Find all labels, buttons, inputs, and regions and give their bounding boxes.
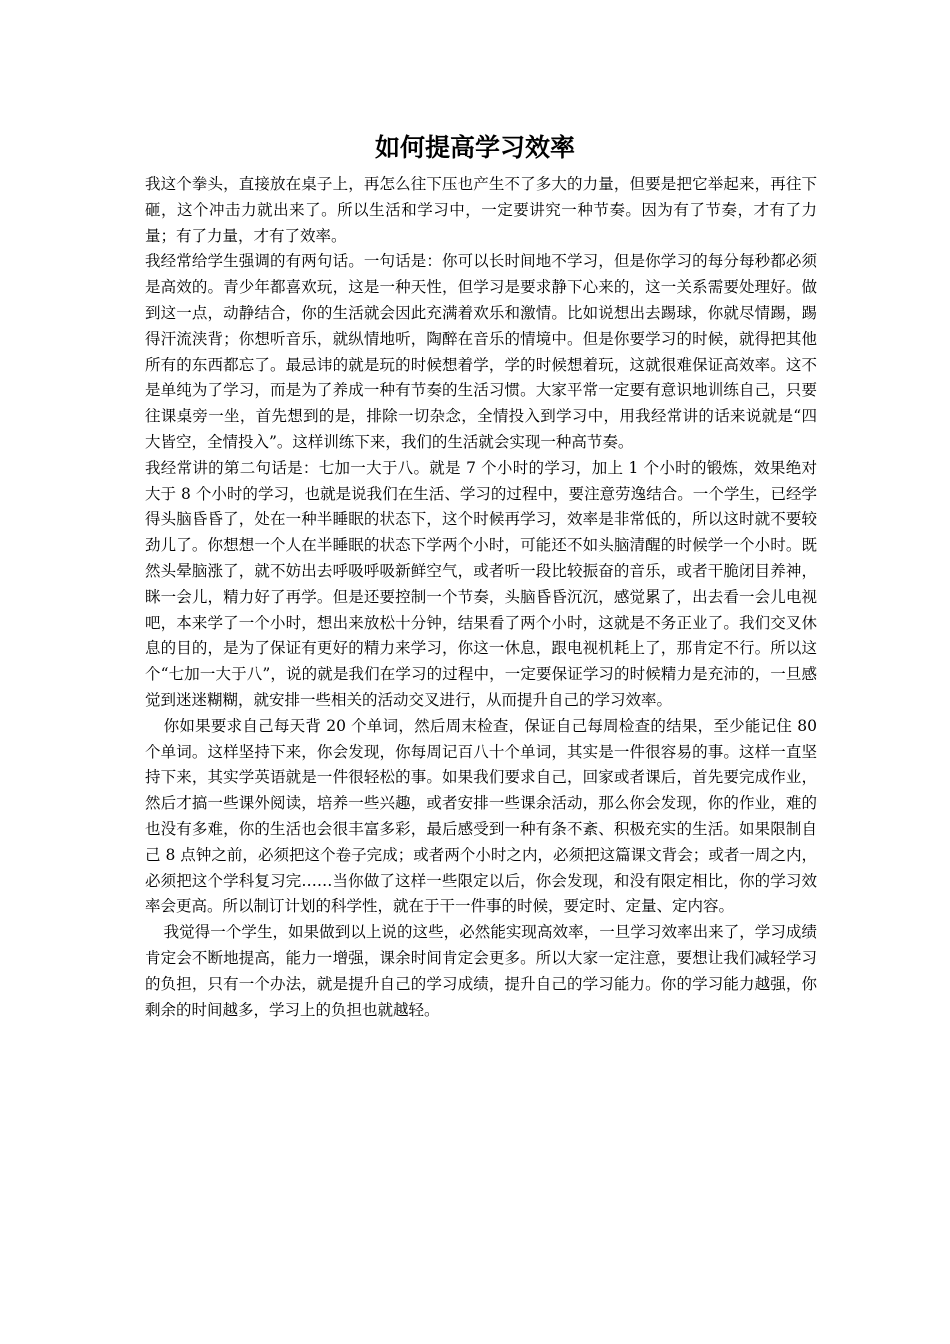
paragraph-4: 你如果要求自己每天背 20 个单词，然后周末检查，保证自己每周检查的结果，至少能记住 80 个单词。这样坚持下来，你会发现，你每周记百八十个单词，其实是一件很容易的事。这样一直坚持下来，其实学英语就是一件很轻松的事。如果我们要求自己，回家或者课后，首先要完成作业，然后才搞一些课外阅读，培养一些兴趣，或者安排一些课余活动，那么你会发现，你的作业，难的也没有多难，你的生活也会很丰富多彩，最后感受到一种有条不紊、积极充实的生活。如果限制自己 8 点钟之前，必须把这个卷子完成；或者两个小时之内，必须把这篇课文背会；或者一周之内，必须把这个学科复习完……当你做了这样一些限定以后，你会发现，和没有限定相比，你的学习效率会更高。所以制订计划的科学性，就在于干一件事的时候，要定时、定量、定内容。 bbox=[145, 716, 817, 916]
paragraph-1: 我这个拳头，直接放在桌子上，再怎么往下压也产生不了多大的力量，但要是把它举起来，再往下砸，这个冲击力就出来了。所以生活和学习中，一定要讲究一种节奏。因为有了节奏，才有了力量；有了力量，才有了效率。 bbox=[145, 175, 817, 245]
paragraph-2: 我经常给学生强调的有两句话。一句话是：你可以长时间地不学习，但是你学习的每分每秒都必须是高效的。青少年都喜欢玩，这是一种天性，但学习是要求静下心来的，这一关系需要处理好。做到这一点，动静结合，你的生活就会因此充满着欢乐和激情。比如说想出去踢球，你就尽情踢，踢得汗流浃背；你想听音乐，就纵情地听，陶醉在音乐的情境中。但是你要学习的时候，就得把其他所有的东西都忘了。最忌讳的就是玩的时候想着学，学的时候想着玩，这就很难保证高效率。这不是单纯为了学习，而是为了养成一种有节奏的生活习惯。大家平常一定要有意识地训练自己，只要往课桌旁一坐，首先想到的是，排除一切杂念，全情投入到学习中，用我经常讲的话来说就是“四大皆空，全情投入”。这样训练下来，我们的生活就会实现一种高节奏。 bbox=[145, 252, 817, 451]
document-body bbox=[145, 172, 817, 1023]
document-title: 如何提高学习效率 bbox=[374, 133, 575, 162]
paragraph-3: 我经常讲的第二句话是：七加一大于八。就是 7 个小时的学习，加上 1 个小时的锻炼，效果绝对大于 8 个小时的学习，也就是说我们在生活、学习的过程中，要注意劳逸结合。一个学生，已经学得头脑昏昏了，处在一种半睡眠的状态下，这个时候再学习，效率是非常低的，所以这时就不要较劲儿了。你想想一个人在半睡眠的状态下学两个小时，可能还不如头脑清醒的时候学一个小时。既然头晕脑涨了，就不妨出去呼吸呼吸新鲜空气，或者听一段比较振奋的音乐，或者干脆闭目养神，眯一会儿，精力好了再学。但是还要控制一个节奏，头脑昏昏沉沉，感觉累了，出去看一会儿电视吧，本来学了一个小时，想出来放松十分钟，结果看了两个小时，这就是不务正业了。我们交叉休息的目的，是为了保证有更好的精力来学习，你这一休息，跟电视机耗上了，那肯定不行。所以这个“七加一大于八”，说的就是我们在学习的过程中，一定要保证学习的时候精力是充沛的，一旦感觉到迷迷糊糊，就安排一些相关的活动交叉进行，从而提升自己的学习效率。 bbox=[145, 458, 817, 709]
paragraph-5: 我觉得一个学生，如果做到以上说的这些，必然能实现高效率，一旦学习效率出来了，学习成绩肯定会不断地提高，能力一增强，课余时间肯定会更多。所以大家一定注意，要想让我们减轻学习的负担，只有一个办法，就是提升自己的学习成绩，提升自己的学习能力。你的学习能力越强，你剩余的时间越多，学习上的负担也就越轻。 bbox=[145, 923, 817, 1019]
